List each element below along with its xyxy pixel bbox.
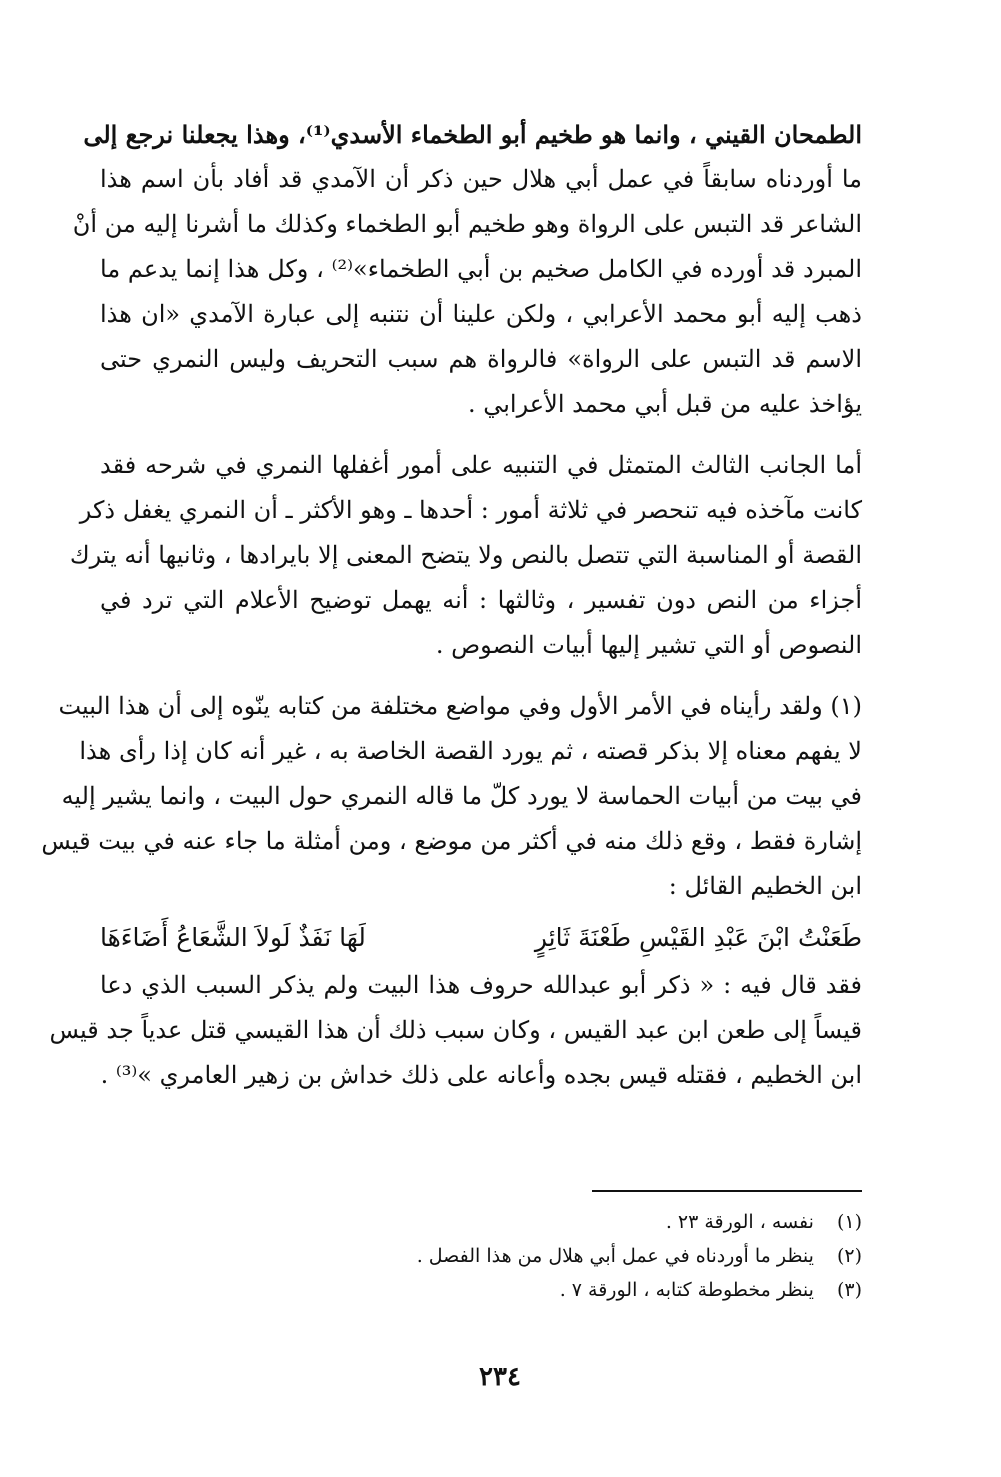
paragraph-3 xyxy=(41,684,862,909)
footnote-number: (٣) xyxy=(836,1279,862,1301)
text-line: إشارة فقط ، وقع ذلك منه في أكثر من موضع ، ومن أمثلة ما جاء عنه في بيت قيس xyxy=(41,827,862,855)
paragraph-2 xyxy=(69,443,862,668)
verse-first-hemistich: طَعَنْتُ ابْنَ عَبْدِ القَيْسِ طَعْنَةَ ثَائِرٍ xyxy=(534,923,862,952)
text-line: يؤاخذ عليه من قبل أبي محمد الأعرابي . xyxy=(467,390,862,418)
text-line: الاسم قد التبس على الرواة» فالرواة هم سبب التحريف وليس النمري حتى xyxy=(100,345,862,373)
text-line: المبرد قد أورده في الكامل صخيم بن أبي الطخماء»⁽²⁾ ، وكل هذا إنما يدعم ما xyxy=(100,255,863,283)
footnote xyxy=(300,1273,862,1307)
footnote xyxy=(300,1239,862,1273)
footnote-text: ينظر مخطوطة كتابه ، الورقة ٧ . xyxy=(559,1279,814,1301)
text-line: ما أوردناه سابقاً في عمل أبي هلال حين ذكر أن الآمدي قد أفاد بأن اسم هذا xyxy=(100,165,862,193)
text-line: القصة أو المناسبة التي تتصل بالنص ولا يتضح المعنى إلا بايرادها ، وثانيها أنه يترك xyxy=(69,541,862,569)
paragraph-1 xyxy=(72,112,863,427)
text-line: ابن الخطيم القائل : xyxy=(668,872,862,900)
footnote-text: نفسه ، الورقة ٢٣ . xyxy=(665,1211,814,1233)
footnotes xyxy=(300,1205,862,1307)
text-line: فقد قال فيه : « ذكر أبو عبدالله حروف هذا البيت ولم يذكر السبب الذي دعا xyxy=(100,971,862,999)
poetry-verse xyxy=(100,913,862,963)
footnote-number: (٢) xyxy=(836,1245,862,1267)
text-line: الطمحان القيني ، وانما هو طخيم أبو الطخماء الأسدي⁽¹⁾، وهذا يجعلنا نرجع إلى xyxy=(83,120,862,149)
page-number: ٢٣٤ xyxy=(479,1362,521,1392)
text-line: قيساً إلى طعن ابن عبد القيس ، وكان سبب ذلك أن هذا القيسي قتل عدياً جد قيس xyxy=(49,1016,862,1044)
text-line: الشاعر قد التبس على الرواة وهو طخيم أبو الطخماء وكذلك ما أشرنا إليه من أنْ xyxy=(72,210,862,238)
text-line: أما الجانب الثالث المتمثل في التنبيه على أمور أغفلها النمري في شرحه فقد xyxy=(100,451,862,479)
text-line: ابن الخطيم ، فقتله قيس بجده وأعانه على ذلك خداش بن زهير العامري »⁽³⁾ . xyxy=(100,1061,862,1089)
main-text xyxy=(41,112,863,1098)
text-line: النصوص أو التي تشير إليها أبيات النصوص . xyxy=(435,631,862,659)
text-line: كانت مآخذه فيه تنحصر في ثلاثة أمور : أحدها ـ وهو الأكثر ـ أن النمري يغفل ذكر xyxy=(79,496,862,524)
paragraph-4 xyxy=(49,963,862,1098)
footnote-text: ينظر ما أوردناه في عمل أبي هلال من هذا الفصل . xyxy=(416,1245,814,1267)
footnote-number: (١) xyxy=(836,1211,862,1233)
footnote xyxy=(300,1205,862,1239)
text-line: لا يفهم معناه إلا بذكر قصته ، ثم يورد القصة الخاصة به ، غير أنه كان إذا رأى هذا xyxy=(79,737,862,765)
text-line: في بيت من أبيات الحماسة لا يورد كلّ ما قاله النمري حول البيت ، وانما يشير إليه xyxy=(61,782,862,810)
text-line: ذهب إليه أبو محمد الأعرابي ، ولكن علينا أن نتنبه إلى عبارة الآمدي «ان هذا xyxy=(100,300,862,328)
footnote-divider xyxy=(592,1190,862,1192)
text-line: أجزاء من النص دون تفسير ، وثالثها : أنه يهمل توضيح الأعلام التي ترد في xyxy=(100,586,862,614)
verse-second-hemistich: لَهَا نَفَذٌ لَولاَ الشَّعَاعُ أَضَاءَهَا xyxy=(100,923,366,952)
text-line: (١) ولقد رأيناه في الأمر الأول وفي مواضع مختلفة من كتابه ينّوه إلى أن هذا البيت xyxy=(58,692,862,720)
